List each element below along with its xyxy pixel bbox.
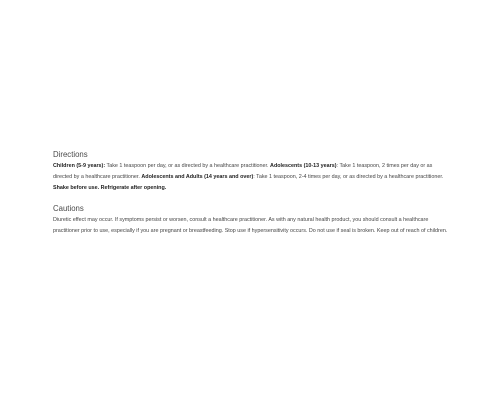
product-info-content [53,150,448,248]
adults-dosage-text: : Take 1 teaspoon, 2-4 times per day, or as directed by a healthcare practitioner. [253,173,444,180]
cautions-heading: Cautions [53,204,84,214]
cautions-section [53,204,448,237]
children-dosage-label: Children (5-9 years): [53,163,106,169]
directions-section [53,150,448,193]
directions-heading: Directions [53,150,88,159]
children-dosage-text: Take 1 teaspoon per day, or as directed by a healthcare practitioner. [105,163,271,169]
adults-dosage-label: Adolescents and Adults (14 years and over) [141,173,254,180]
adolescents-dosage-text: : Take 1 teaspoon, 2 times per day or as directed by a healthcare practitioner. [53,163,433,180]
storage-note: Shake before use. Refrigerate after opening. [53,184,167,191]
adolescents-dosage-label: Adolescents (10-13 years) [270,163,337,169]
cautions-text: Diuretic effect may occur. If symptoms persist or worsen, consult a healthcare practitioner. As with any natural health product, you should consult a healthcare practitioner prior to use, especially if you are pregnant or breastfeeding. Stop use if hypersensitivity occurs. Do not use if seal is broken. Keep out of reach of children. [53,217,448,235]
directions-text [53,161,448,193]
